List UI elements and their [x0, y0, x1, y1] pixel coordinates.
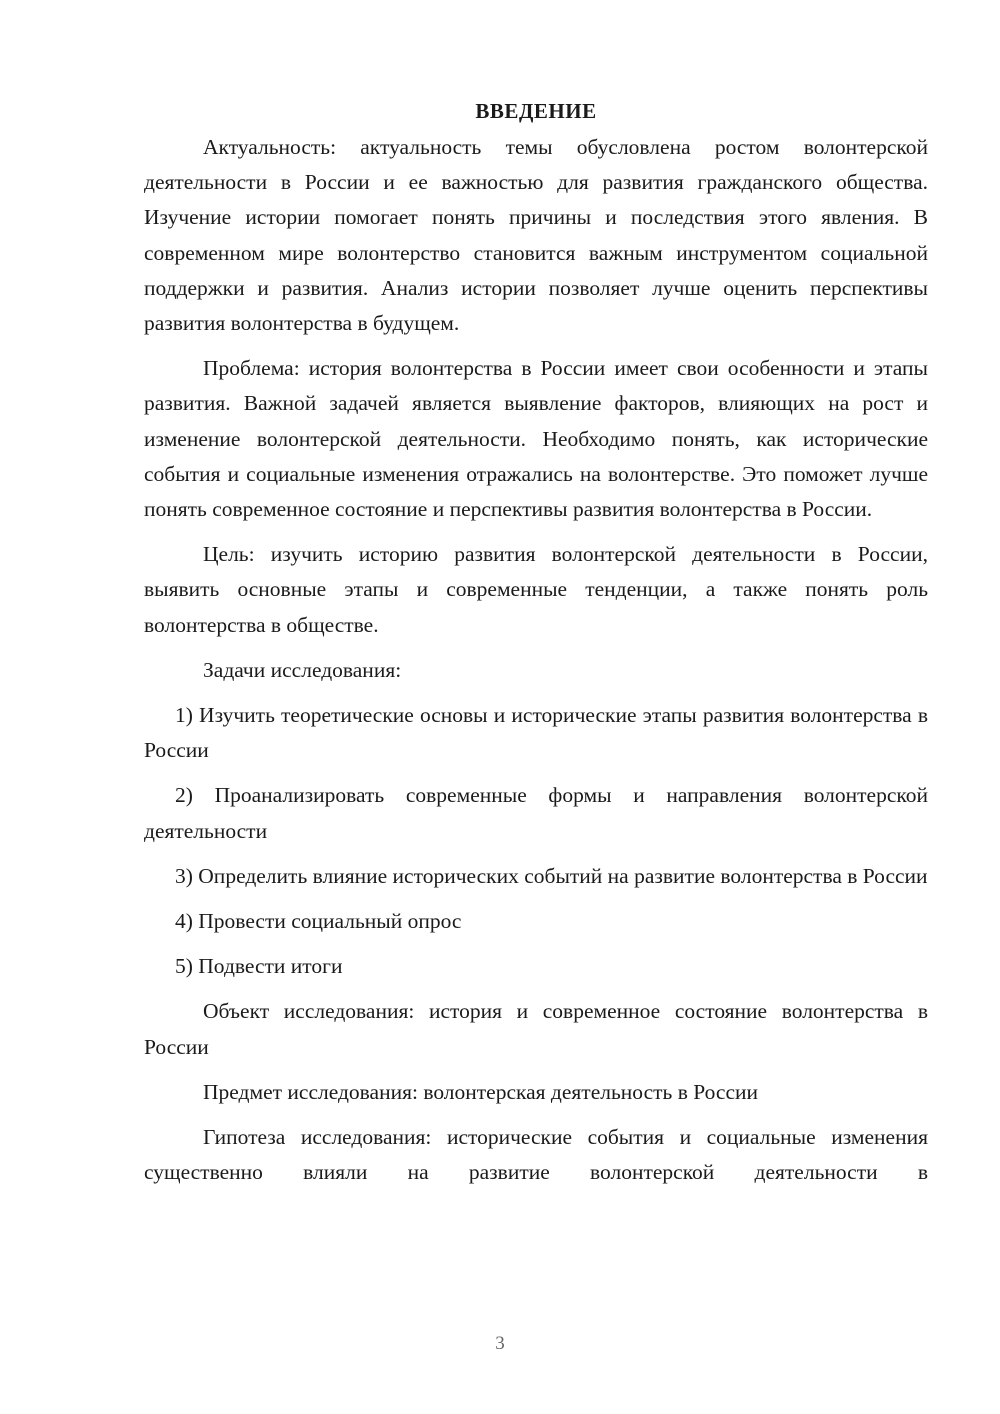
problem-paragraph: Проблема: история волонтерства в России имеет свои особенности и этапы развития. Важной задачей является выявление факторов, влияющих на рост и изменение волонтерской деятельности. Необходимо понять, как исторические события и социальные изменения отражались на волонтерстве. Это поможет лучше понять современное состояние и перспективы развития волонтерства в России.	[144, 356, 928, 522]
hypothesis-paragraph: Гипотеза исследования: исторические события и социальные изменения существенно влияли на развитие волонтерской деятельности в	[144, 1125, 928, 1185]
goal-paragraph: Цель: изучить историю развития волонтерской деятельности в России, выявить основные этапы и современные тенденции, а также понять роль волонтерства в обществе.	[144, 542, 928, 637]
page-number: 3	[495, 1333, 505, 1354]
task-item-1: 1) Изучить теоретические основы и исторические этапы развития волонтерства в России	[144, 703, 928, 763]
task-item-3: 3) Определить влияние исторических событий на развитие волонтерства в России	[175, 863, 928, 888]
subject-paragraph: Предмет исследования: волонтерская деятельность в России	[203, 1079, 759, 1104]
task-item-2: 2) Проанализировать современные формы и направления волонтерской деятельности	[144, 783, 928, 843]
task-item-5: 5) Подвести итоги	[175, 954, 343, 979]
section-title: ВВЕДЕНИЕ	[475, 99, 597, 123]
document-page	[144, 96, 928, 1200]
tasks-heading: Задачи исследования:	[203, 657, 402, 682]
relevance-paragraph: Актуальность: актуальность темы обусловлена ростом волонтерской деятельности в России и ее важностью для развития гражданского общества. Изучение истории помогает понять причины и последствия этого явления. В современном мире волонтерство становится важным инструментом социальной поддержки и развития. Анализ истории позволяет лучше оценить перспективы развития волонтерства в будущем.	[144, 135, 928, 336]
object-paragraph: Объект исследования: история и современное состояние волонтерства в России	[144, 999, 928, 1059]
task-item-4: 4) Провести социальный опрос	[175, 909, 462, 934]
